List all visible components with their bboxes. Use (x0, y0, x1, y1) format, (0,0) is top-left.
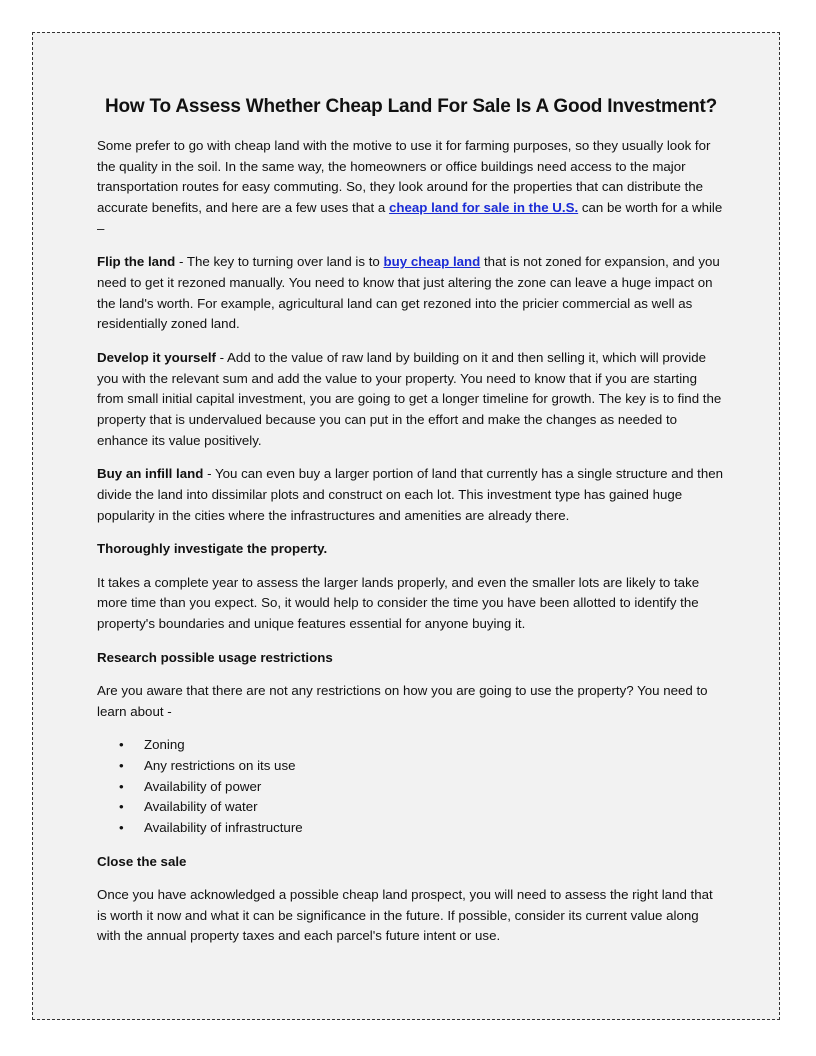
list-item (97, 777, 725, 798)
intro-text-before: Some prefer to go with cheap land with the motive to use it for farming purposes, so they usually look for the quality in the soil. In the same way, the homeowners or office buildings need access to the major transportation routes for easy commuting. So, they look around for the properties that can distribute the accurate benefits, and here are a few uses that a (97, 138, 711, 216)
flip-paragraph (97, 252, 725, 335)
close-heading-text: Close the sale (97, 853, 187, 869)
list-item (97, 756, 725, 777)
research-heading-text: Research possible usage restrictions (97, 649, 333, 665)
develop-paragraph (97, 348, 725, 452)
bullet-icon: • (119, 778, 124, 794)
flip-text-before: - The key to turning over land is to (175, 254, 384, 270)
infill-paragraph (97, 464, 725, 526)
bullet-icon: • (119, 757, 124, 773)
flip-heading: Flip the land (97, 254, 176, 270)
close-heading (97, 852, 725, 873)
list-item-text: Availability of water (144, 799, 258, 815)
intro-paragraph (97, 136, 725, 240)
bullet-icon: • (119, 799, 124, 815)
document-body (97, 96, 725, 960)
investigate-paragraph: It takes a complete year to assess the larger lands properly, and even the smaller lots are likely to take more time than you expect. So, it would help to consider the time you have been allotted to identify the property's boundaries and unique features essential for anyone buying it. (97, 574, 700, 632)
list-item (97, 797, 725, 818)
list-item (97, 818, 725, 839)
close-paragraph: Once you have acknowledged a possible cheap land prospect, you will need to assess the right land that is worth it now and what it can be significance in the future. If possible, consider its current value along with the annual property taxes and each parcel's future intent or use. (97, 887, 713, 944)
research-paragraph: Are you aware that there are not any restrictions on how you are going to use the property? You need to learn about - (97, 683, 708, 719)
list-item-text: Availability of infrastructure (144, 820, 303, 836)
infill-heading: Buy an infill land (97, 466, 204, 482)
requirements-list (97, 735, 725, 839)
list-item-text: Availability of power (144, 778, 262, 794)
cheap-land-for-sale-link[interactable]: cheap land for sale in the U.S. (388, 200, 579, 216)
list-item (97, 735, 725, 756)
investigate-heading (97, 539, 725, 560)
buy-cheap-land-link[interactable]: buy cheap land (383, 254, 481, 270)
develop-heading: Develop it yourself (97, 349, 216, 365)
research-heading (97, 648, 725, 669)
infill-text: - You can even buy a larger portion of land that currently has a single structure and then divide the land into dissimilar plots and construct on each lot. This investment type has gained huge popularity in the cities where the infrastructures and amenities are already there. (97, 466, 724, 523)
flip-text-after: that is not zoned for expansion, and you need to get it rezoned manually. You need to know that just altering the zone can leave a huge impact on the land's worth. For example, agricultural land can get rezoned into the pricier commercial as well as residentially zoned land. (97, 254, 720, 332)
intro-text-after: can be worth for a while – (97, 200, 723, 236)
document-title: How To Assess Whether Cheap Land For Sale Is A Good Investment? (104, 96, 718, 117)
develop-text: - Add to the value of raw land by building on it and then selling it, which will provide you with the relevant sum and add the value to your property. You need to know that if you are starting from small initial capital investment, you are going to get a longer timeline for growth. The key is to find the property that is undervalued because you can put in the effort and make the changes as needed to enhance its value positively. (97, 349, 722, 448)
page-frame (32, 32, 780, 1020)
list-item-text: Any restrictions on its use (144, 757, 296, 773)
bullet-icon: • (119, 820, 124, 836)
list-item-text: Zoning (144, 737, 185, 753)
investigate-heading-text: Thoroughly investigate the property. (97, 541, 328, 557)
bullet-icon: • (119, 737, 124, 753)
